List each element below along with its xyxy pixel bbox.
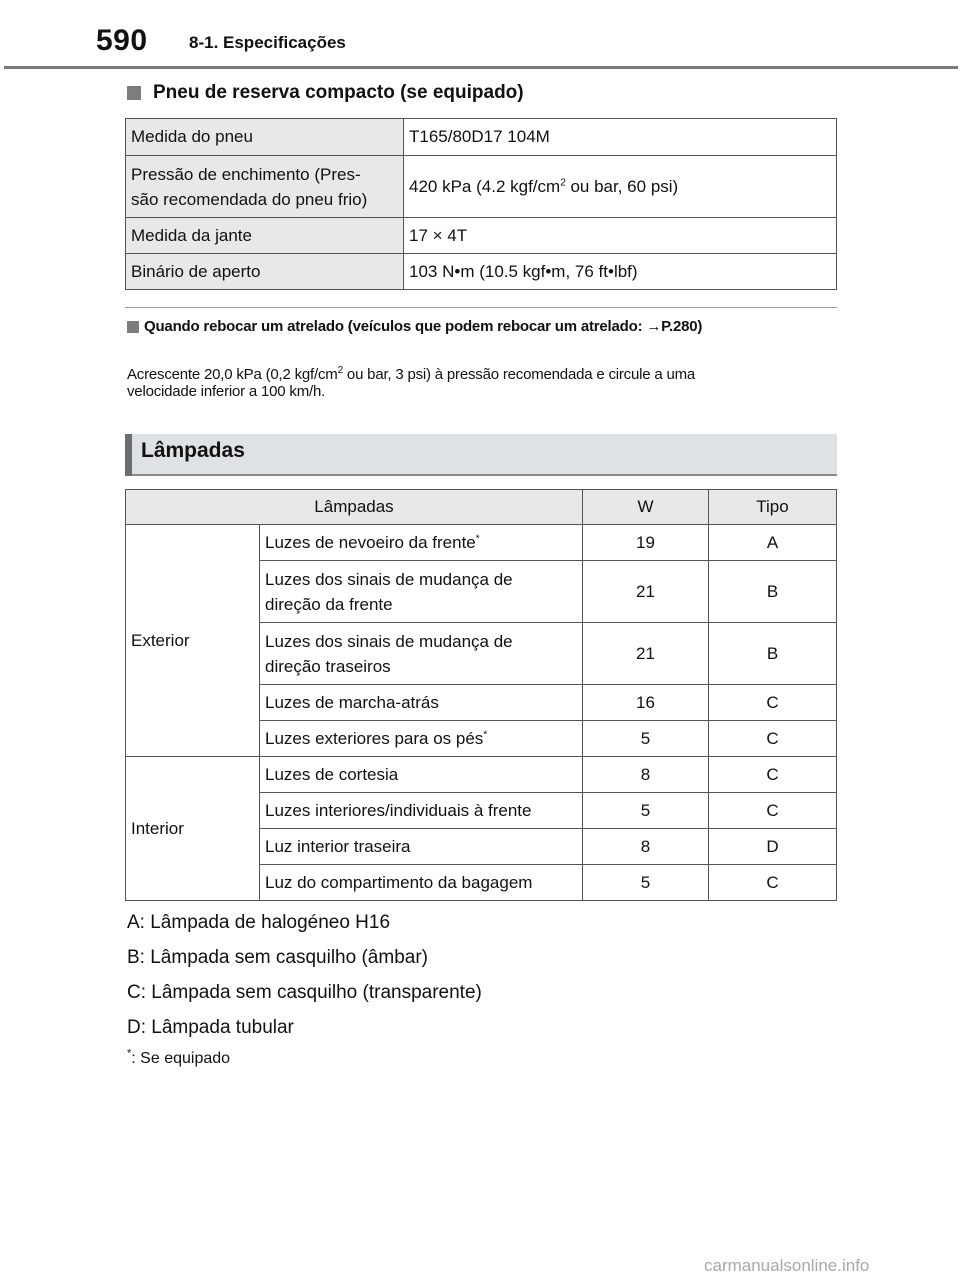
lamp-type: C bbox=[709, 685, 837, 721]
lamp-name-line: direção da frente bbox=[265, 594, 393, 614]
lamp-name bbox=[260, 525, 583, 561]
spec-value: 17 × 4T bbox=[404, 218, 837, 254]
spec-label bbox=[126, 156, 404, 218]
table-header-row bbox=[126, 490, 837, 525]
asterisk: * bbox=[483, 728, 488, 740]
spare-tire-heading bbox=[127, 82, 524, 104]
lamp-type: C bbox=[709, 793, 837, 829]
table-row bbox=[126, 757, 837, 793]
table-row bbox=[126, 119, 837, 156]
spec-value-text: ou bar, 60 psi) bbox=[565, 176, 679, 196]
table-row bbox=[126, 218, 837, 254]
section-title: 8-1. Especificações bbox=[189, 33, 346, 52]
page-header bbox=[0, 0, 960, 70]
superscript: 2 bbox=[560, 176, 566, 188]
lamp-type: B bbox=[709, 623, 837, 685]
spec-value-text: 420 kPa (4.2 kgf/cm bbox=[409, 176, 561, 196]
banner-accent-bar bbox=[125, 434, 132, 476]
lamp-name bbox=[260, 623, 583, 685]
table-row bbox=[126, 525, 837, 561]
lamp-watt: 8 bbox=[583, 757, 709, 793]
square-bullet-icon bbox=[127, 86, 141, 100]
square-bullet-icon bbox=[127, 321, 139, 333]
legend-item: D: Lâmpada tubular bbox=[127, 1017, 294, 1038]
category-cell: Interior bbox=[126, 757, 260, 901]
lamp-watt: 21 bbox=[583, 623, 709, 685]
column-header-w: W bbox=[583, 490, 709, 525]
lamp-name-line: direção traseiros bbox=[265, 656, 391, 676]
lamp-watt: 21 bbox=[583, 561, 709, 623]
lamp-name: Luzes interiores/individuais à frente bbox=[260, 793, 583, 829]
lamp-name: Luzes de marcha-atrás bbox=[260, 685, 583, 721]
spare-tire-table bbox=[125, 118, 837, 290]
note-text: ou bar, 3 psi) à pressão recomendada e circule a uma bbox=[342, 366, 696, 383]
column-header-type: Tipo bbox=[709, 490, 837, 525]
lamp-type: C bbox=[709, 721, 837, 757]
lamp-name-text: Luzes de nevoeiro da frente bbox=[265, 532, 476, 552]
lamp-name bbox=[260, 561, 583, 623]
spec-value: T165/80D17 104M bbox=[404, 119, 837, 156]
spec-label: Binário de aperto bbox=[126, 254, 404, 290]
lamp-type: A bbox=[709, 525, 837, 561]
footnote bbox=[127, 1047, 231, 1068]
table-row bbox=[126, 254, 837, 290]
legend-item: A: Lâmpada de halogéneo H16 bbox=[127, 912, 391, 933]
superscript: 2 bbox=[337, 365, 343, 376]
asterisk: * bbox=[475, 532, 480, 544]
lamp-watt: 16 bbox=[583, 685, 709, 721]
lamp-name-text: Luzes exteriores para os pés bbox=[265, 728, 484, 748]
legend-item: C: Lâmpada sem casquilho (transparente) bbox=[127, 982, 482, 1003]
spec-label: Medida da jante bbox=[126, 218, 404, 254]
lamp-name-line: Luzes dos sinais de mudança de bbox=[265, 569, 513, 589]
spec-value: 103 N•m (10.5 kgf•m, 76 ft•lbf) bbox=[404, 254, 837, 290]
lamp-name: Luz do compartimento da bagagem bbox=[260, 865, 583, 901]
lamps-section-banner bbox=[125, 434, 837, 476]
lamp-type: B bbox=[709, 561, 837, 623]
section-divider bbox=[125, 307, 837, 308]
watermark: carmanualsonline.info bbox=[704, 1256, 870, 1275]
lamp-name bbox=[260, 721, 583, 757]
legend-item: B: Lâmpada sem casquilho (âmbar) bbox=[127, 947, 428, 968]
header-divider bbox=[4, 66, 958, 69]
spec-value bbox=[404, 156, 837, 218]
lamp-watt: 5 bbox=[583, 865, 709, 901]
lamp-type: C bbox=[709, 865, 837, 901]
spec-label: Medida do pneu bbox=[126, 119, 404, 156]
lamp-watt: 19 bbox=[583, 525, 709, 561]
lamp-name: Luz interior traseira bbox=[260, 829, 583, 865]
towing-note-body bbox=[127, 366, 847, 400]
column-header-lamp: Lâmpadas bbox=[126, 490, 583, 525]
lamp-watt: 8 bbox=[583, 829, 709, 865]
note-text: velocidade inferior a 100 km/h. bbox=[127, 383, 326, 400]
spare-tire-heading-text: Pneu de reserva compacto (se equipado) bbox=[153, 82, 524, 103]
lamp-name-line: Luzes dos sinais de mudança de bbox=[265, 631, 513, 651]
lamps-section-title: Lâmpadas bbox=[141, 439, 245, 462]
towing-note-heading bbox=[127, 318, 702, 335]
table-row bbox=[126, 156, 837, 218]
lamp-type: D bbox=[709, 829, 837, 865]
lamp-type: C bbox=[709, 757, 837, 793]
lamp-watt: 5 bbox=[583, 793, 709, 829]
note-text: Acrescente 20,0 kPa (0,2 kgf/cm bbox=[127, 366, 338, 383]
lamp-type-legend bbox=[127, 910, 482, 1050]
page-number: 590 bbox=[96, 24, 148, 57]
asterisk: * bbox=[127, 1047, 132, 1060]
spec-label-line: são recomendada do pneu frio) bbox=[131, 189, 368, 209]
towing-note-heading-text: Quando rebocar um atrelado (veículos que podem rebocar um atrelado: →P.280) bbox=[144, 318, 703, 335]
lamp-name: Luzes de cortesia bbox=[260, 757, 583, 793]
footnote-text: : Se equipado bbox=[131, 1050, 231, 1067]
lamps-table bbox=[125, 489, 837, 901]
lamp-watt: 5 bbox=[583, 721, 709, 757]
category-cell: Exterior bbox=[126, 525, 260, 757]
spec-label-line: Pressão de enchimento (Pres- bbox=[131, 164, 361, 184]
